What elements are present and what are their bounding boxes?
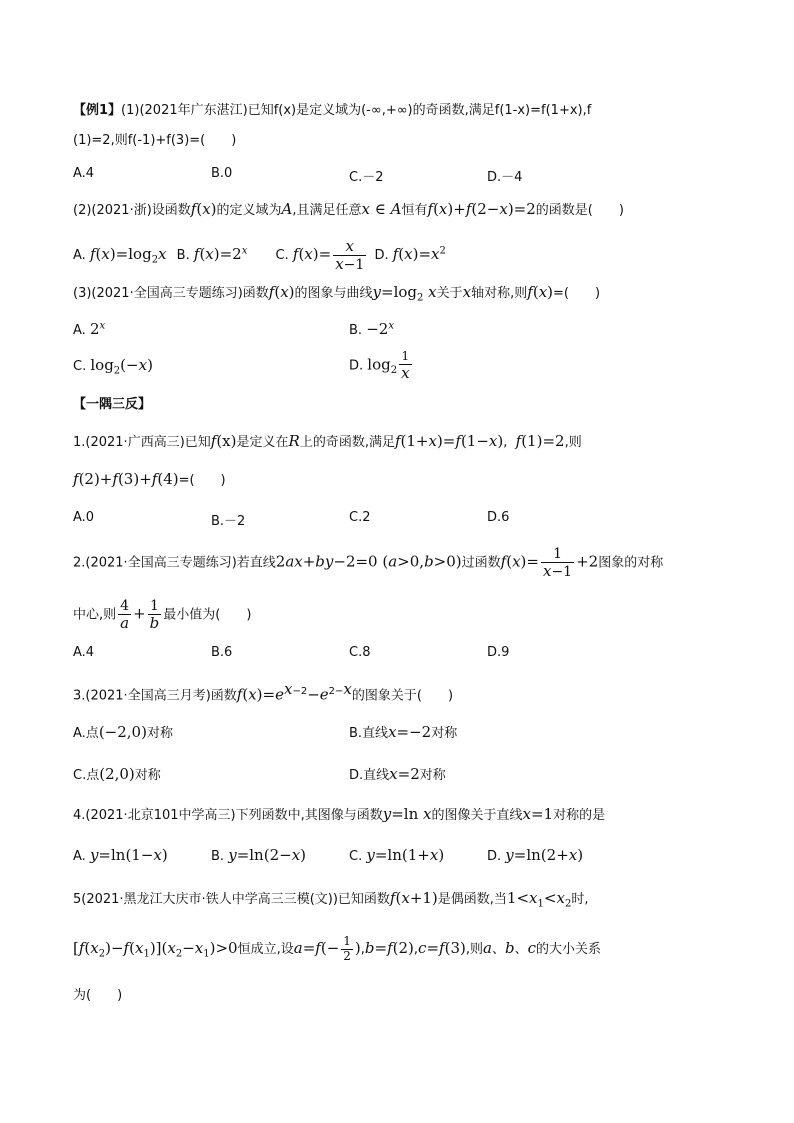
q2-line1: 2.(2021·全国高三专题练习)若直线2ax+by−2=0 (a>0,b>0)过函数f(x)= $\frac{1}{x-1}$ +2图象的对称 <box>73 546 664 581</box>
ex1-p2-suffix: 的函数是( ) <box>535 203 624 218</box>
q4-suffix: 对称的是 <box>553 808 606 823</box>
q1-line2-suffix: =( ) <box>178 473 226 488</box>
ex1-p2-option-b[interactable]: B. $f(x)=2^x$ <box>176 245 248 264</box>
q3-option-b[interactable]: B.直线x=−2对称 <box>349 723 458 741</box>
q4-option-c[interactable]: C. y=ln(1+x) <box>349 846 445 864</box>
ex1-p1-option-b[interactable]: B.0 <box>211 166 233 181</box>
q3-line: 3.(2021·全国高三月考)函数$f(x)=e^{x-2}-e^{2-x}$的图象关于( ) <box>73 680 454 704</box>
q5-line2-mid1: 恒成立,设 <box>237 941 294 957</box>
q1-option-a[interactable]: A.0 <box>73 510 95 525</box>
q4-mid1: 的图像关于直线 <box>431 808 523 823</box>
q2-option-a[interactable]: A.4 <box>73 645 95 660</box>
example1-part3-line: (3)(2021·全国高三专题练习)函数f(x)的图象与曲线$y=\log_2$ x关于x轴对称,则f(x)=( ) <box>73 283 601 304</box>
q3-suffix: 的图象关于( ) <box>351 688 454 704</box>
ex1-p2-option-a[interactable]: A. $f(x)=\log_2x$ <box>73 245 167 266</box>
q4-option-b[interactable]: B. y=ln(2−x) <box>211 846 307 864</box>
q5-mid1: 是偶函数,当 <box>437 892 507 907</box>
q2-suffix: 图象的对称 <box>598 555 664 571</box>
ex1-p2-prefix: (2)(2021·浙)设函数 <box>73 203 191 218</box>
q1-mid2: 上的奇函数,满足 <box>299 435 395 450</box>
section-title: 【一隅三反】 <box>73 397 152 412</box>
q1-suffix: ,则 <box>564 435 582 450</box>
ex1-p2-mid2: ,且满足任意 <box>292 203 362 218</box>
q2-line2-suffix: 最小值为( ) <box>163 607 252 623</box>
q5-line2: $[f(x_2)-f(x_1)](x_2-x_1)>0$恒成立,设a=f(− $\frac{1}{2}$ ),b=f(2),c=f(3),则a、b、c的大小关系 <box>73 934 601 963</box>
formula: f <box>190 200 197 218</box>
q4-option-a[interactable]: A. y=ln(1−x) <box>73 846 168 864</box>
ex1-p1-option-c[interactable]: C.－2 <box>349 170 384 185</box>
q4-prefix: 4.(2021·北京101中学高三)下列函数中,其图像与函数 <box>73 808 383 823</box>
ex1-p2-option-d[interactable]: D. $f(x)=x^2$ <box>374 245 446 264</box>
ex1-p3-mid2: 关于 <box>436 286 463 301</box>
q5-suffix: 时, <box>571 892 589 907</box>
ex1-p2-mid1: 的定义域为 <box>216 203 282 218</box>
q2-option-c[interactable]: C.8 <box>349 645 371 660</box>
q5-line3: 为( ) <box>73 988 123 1003</box>
ex1-p2-options-row <box>73 238 446 274</box>
q3-prefix: 3.(2021·全国高三月考)函数 <box>73 688 237 704</box>
q3-option-c[interactable]: C.点(2,0)对称 <box>73 765 161 783</box>
q3-option-d[interactable]: D.直线x=2对称 <box>349 765 446 783</box>
q5-line2-suffix: 的大小关系 <box>535 941 601 957</box>
q2-option-d[interactable]: D.9 <box>487 645 510 660</box>
example1-part1-line2 <box>73 133 236 149</box>
q2-line2-prefix: 中心,则 <box>73 607 117 623</box>
ex1-p3-suffix: =( ) <box>553 286 601 301</box>
q1-mid1: 是定义在 <box>236 435 289 450</box>
ex1-p1-option-d[interactable]: D.－4 <box>487 170 523 185</box>
ex1-p3-mid1: 的图象与曲线 <box>294 286 373 301</box>
q4-line: 4.(2021·北京101中学高三)下列函数中,其图像与函数y=ln x的图像关于直线x=1对称的是 <box>73 805 606 823</box>
q2-option-b[interactable]: B.6 <box>211 645 233 660</box>
example1-part2-line: (2)(2021·浙)设函数f(x)的定义域为A,且满足任意x ∈ A恒有f(x)+f(2−x)=2的函数是( ) <box>73 200 624 218</box>
example1-part1-line1 <box>73 103 591 119</box>
ex1-p3-prefix: (3)(2021·全国高三专题练习)函数 <box>73 286 269 301</box>
q5-line1: 5(2021·黑龙江大庆市·铁人中学高三三模(文))已知函数f(x+1)是偶函数,当$1<x_1<x_2$时, <box>73 889 589 910</box>
q1-option-d[interactable]: D.6 <box>487 510 510 525</box>
ex1-p2-option-c[interactable]: C. f(x)= $\frac{x}{x-1}$ <box>275 237 365 274</box>
q5-line2-mid4: ,则 <box>465 941 483 957</box>
example1-part1-text: (1)(2021年广东湛江)已知f(x)是定义域为(-∞,+∞)的奇函数,满足f(1-x)=f(1+x),f <box>121 103 592 118</box>
q1-option-c[interactable]: C.2 <box>349 510 371 525</box>
q5-prefix: 5(2021·黑龙江大庆市·铁人中学高三三模(文))已知函数 <box>73 892 390 907</box>
ex1-p3-option-b[interactable]: B. $-2^x$ <box>349 320 394 338</box>
q1-option-b[interactable]: B.－2 <box>211 514 246 529</box>
q4-option-d[interactable]: D. y=ln(2+x) <box>487 846 584 864</box>
ex1-p1-option-a[interactable]: A.4 <box>73 166 95 181</box>
q1-prefix: 1.(2021·广西高三)已知 <box>73 435 211 450</box>
q2-mid1: 过函数 <box>461 555 501 571</box>
example-tag: 【例1】 <box>73 103 122 118</box>
ex1-p3-option-d[interactable]: D. $\log_2$ $\frac{1}{x}$ <box>349 349 410 382</box>
ex1-p3-option-c[interactable]: C. $\log_2(-x)$ <box>73 356 153 377</box>
example1-part1-text-cont: (1)=2,则f(-1)+f(3)=( ) <box>73 133 237 148</box>
q2-prefix: 2.(2021·全国高三专题练习)若直线 <box>73 555 276 571</box>
q1-line2: f(2)+f(3)+f(4)=( ) <box>73 470 226 488</box>
ex1-p2-mid3: 恒有 <box>401 203 428 218</box>
ex1-p3-option-a[interactable]: A. 2$^x$ <box>73 320 106 338</box>
ex1-p3-mid3: 轴对称,则 <box>471 286 528 301</box>
q3-option-a[interactable]: A.点(−2,0)对称 <box>73 723 173 741</box>
q1-line1: 1.(2021·广西高三)已知f(x)是定义在R上的奇函数,满足f(1+x)=f(1−x), f(1)=2,则 <box>73 432 582 450</box>
q2-line2: 中心,则 $\frac{4}{a}$ + $\frac{1}{b}$ 最小值为( ) <box>73 598 252 633</box>
